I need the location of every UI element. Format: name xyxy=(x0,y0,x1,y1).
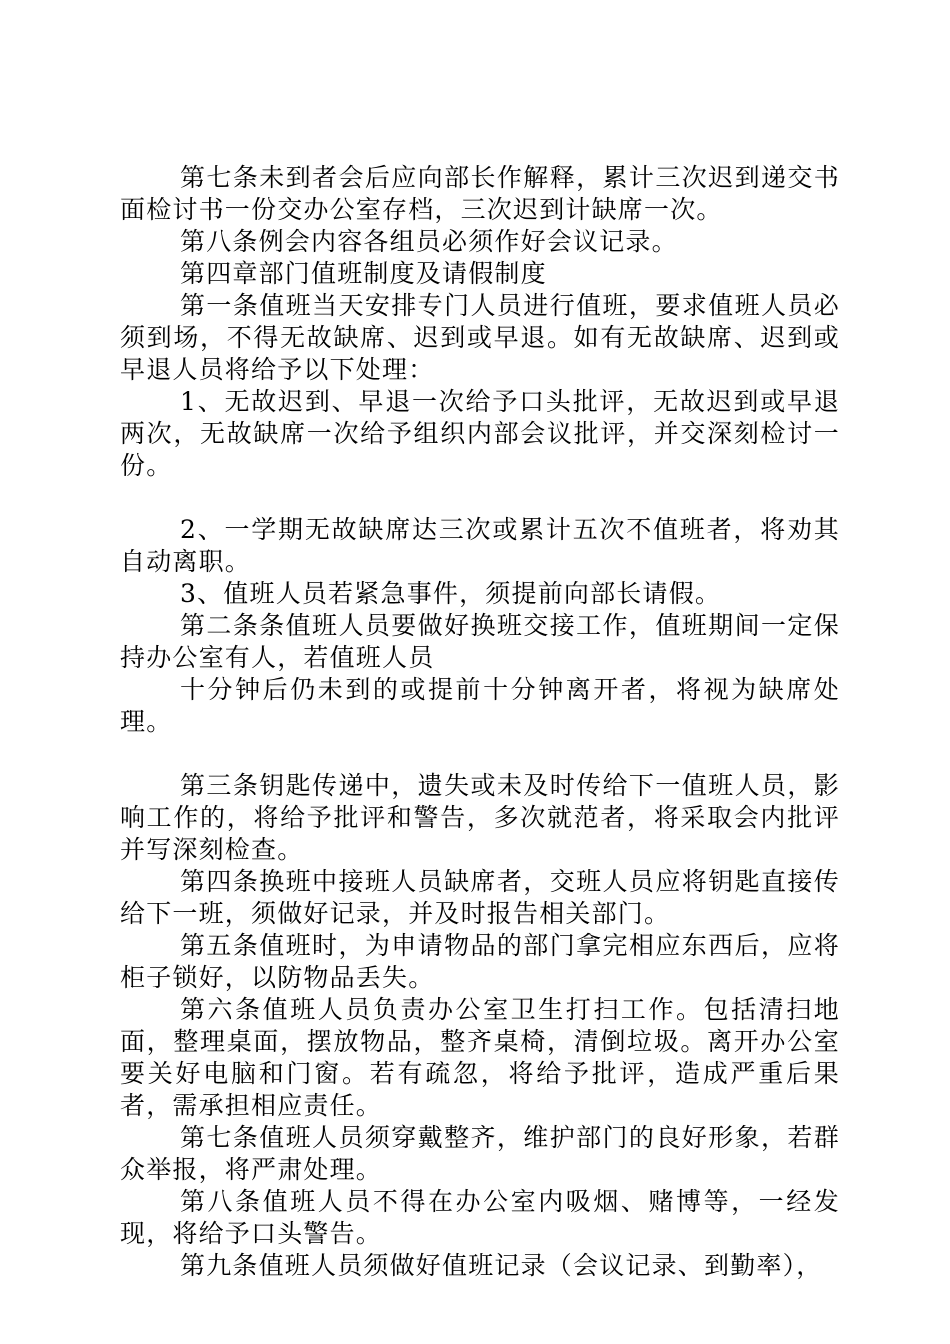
paragraph-duty-article-5: 第五条值班时，为申请物品的部门拿完相应东西后，应将柜子锁好，以防物品丢失。 xyxy=(120,931,840,992)
paragraph-duty-article-1: 第一条值班当天安排专门人员进行值班，要求值班人员必须到场，不得无故缺席、迟到或早退。如有无故缺席、迟到或早退人员将给予以下处理： xyxy=(120,291,840,384)
paragraph-item-3: 3、值班人员若紧急事件，须提前向部长请假。 xyxy=(180,579,722,608)
paragraph-duty-article-2: 第二条条值班人员要做好换班交接工作，值班期间一定保持办公室有人，若值班人员 xyxy=(120,611,840,672)
paragraph-gap xyxy=(120,738,840,770)
paragraph-duty-article-7: 第七条值班人员须穿戴整齐，维护部门的良好形象，若群众举报，将严肃处理。 xyxy=(120,1123,840,1184)
chapter-heading: 第四章部门值班制度及请假制度 xyxy=(180,259,547,288)
document-body xyxy=(120,162,840,1282)
paragraph-duty-article-9: 第九条值班人员须做好值班记录（会议记录、到勤率）， xyxy=(180,1251,823,1280)
paragraph-gap xyxy=(120,482,840,514)
paragraph-item-2: 2、一学期无故缺席达三次或累计五次不值班者，将劝其自动离职。 xyxy=(120,515,840,576)
paragraph-item-1: 1、无故迟到、早退一次给予口头批评，无故迟到或早退两次，无故缺席一次给予组织内部会议批评，并交深刻检讨一份。 xyxy=(120,387,840,480)
paragraph-article-7-meeting: 第七条未到者会后应向部长作解释，累计三次迟到递交书面检讨书一份交办公室存档，三次迟到计缺席一次。 xyxy=(120,163,840,224)
paragraph-duty-article-2-cont: 十分钟后仍未到的或提前十分钟离开者，将视为缺席处理。 xyxy=(120,675,840,736)
paragraph-article-8-meeting: 第八条例会内容各组员必须作好会议记录。 xyxy=(180,227,678,256)
paragraph-duty-article-3: 第三条钥匙传递中，遗失或未及时传给下一值班人员，影响工作的，将给予批评和警告，多次就范者，将采取会内批评并写深刻检查。 xyxy=(120,771,840,864)
paragraph-duty-article-4: 第四条换班中接班人员缺席者，交班人员应将钥匙直接传给下一班，须做好记录，并及时报告相关部门。 xyxy=(120,867,840,928)
paragraph-duty-article-6: 第六条值班人员负责办公室卫生打扫工作。包括清扫地面，整理桌面，摆放物品，整齐桌椅，清倒垃圾。离开办公室要关好电脑和门窗。若有疏忽，将给予批评，造成严重后果者，需承担相应责任。 xyxy=(120,995,840,1120)
paragraph-duty-article-8: 第八条值班人员不得在办公室内吸烟、赌博等，一经发现，将给予口头警告。 xyxy=(120,1187,840,1248)
